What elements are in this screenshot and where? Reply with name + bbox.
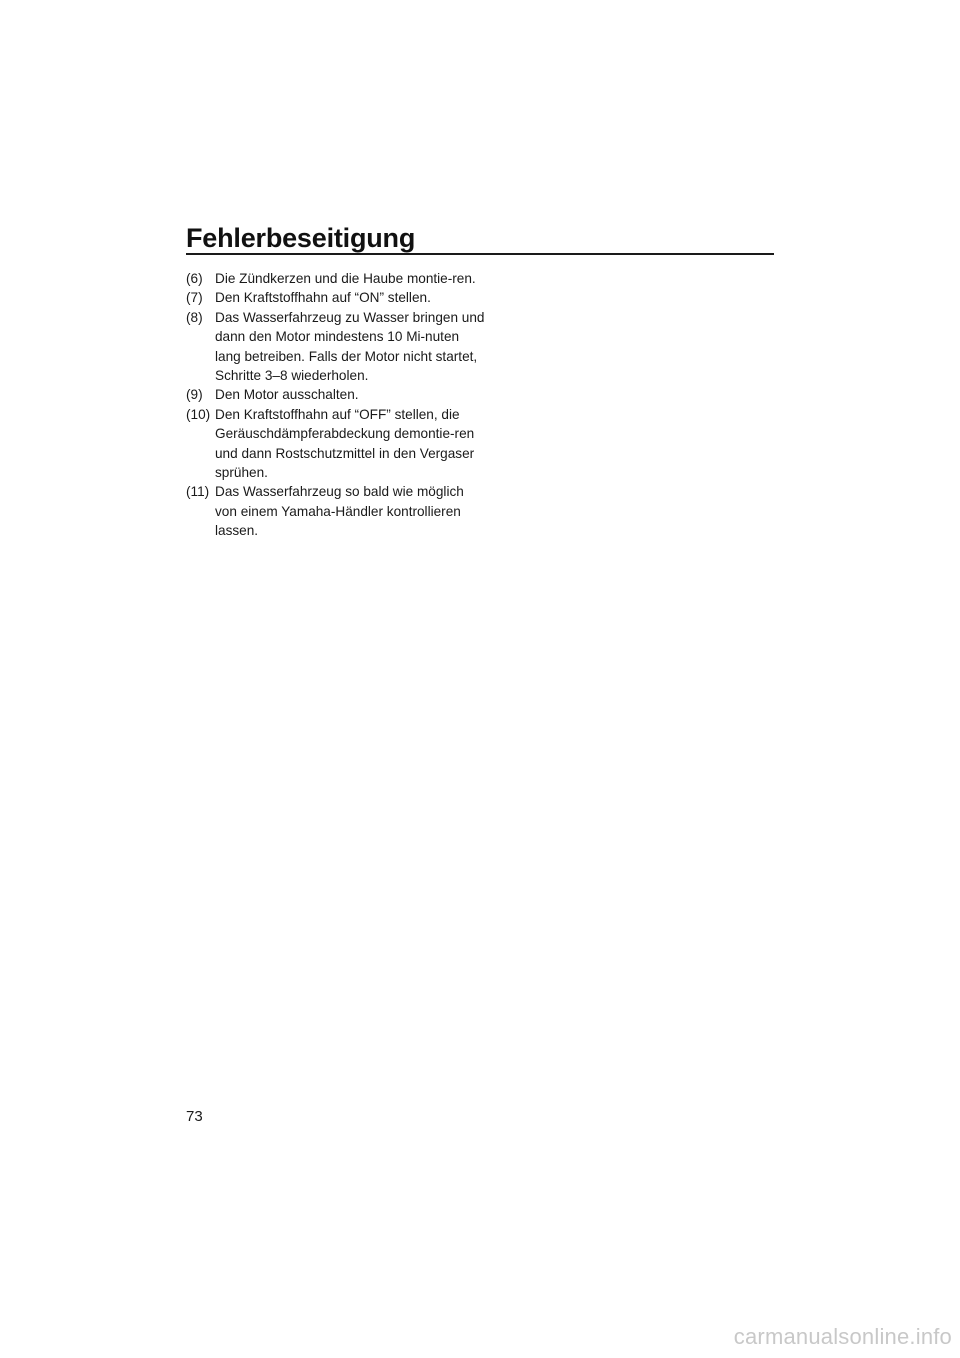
step-number: (6) <box>186 271 203 286</box>
page-number: 73 <box>186 1108 203 1125</box>
step-number: (9) <box>186 387 203 403</box>
step-text: Den Motor ausschalten. <box>215 387 359 403</box>
step-text: Den Kraftstoffhahn auf “OFF” stellen, die Geräuschdämpferabdeckung demontie-ren und dann Rostschutzmittel in den Vergaser sprühen. <box>215 406 475 481</box>
step-item <box>186 482 486 540</box>
step-list <box>186 269 486 541</box>
step-text: Die Zündkerzen und die Haube montie-ren. <box>215 271 476 286</box>
step-number: (7) <box>186 290 203 306</box>
watermark: carmanualsonline.info <box>733 1324 952 1349</box>
step-text: Das Wasserfahrzeug zu Wasser bringen und dann den Motor mindestens 10 Mi-nuten lang betreiben. Falls der Motor nicht startet, Schritte 3–8 wiederholen. <box>215 309 485 384</box>
step-text: Das Wasserfahrzeug so bald wie möglich von einem Yamaha-Händler kontrollieren lassen. <box>215 484 464 539</box>
step-item <box>186 269 486 288</box>
page-title: Fehlerbeseitigung <box>186 223 416 253</box>
step-text: Den Kraftstoffhahn auf “ON” stellen. <box>215 290 431 306</box>
step-number: (8) <box>186 309 203 325</box>
step-number: (11) <box>186 484 210 500</box>
step-item <box>186 288 486 307</box>
step-number: (10) <box>186 406 211 422</box>
title-divider <box>186 253 774 255</box>
step-item <box>186 405 486 483</box>
step-item <box>186 308 486 386</box>
step-item <box>186 385 486 404</box>
